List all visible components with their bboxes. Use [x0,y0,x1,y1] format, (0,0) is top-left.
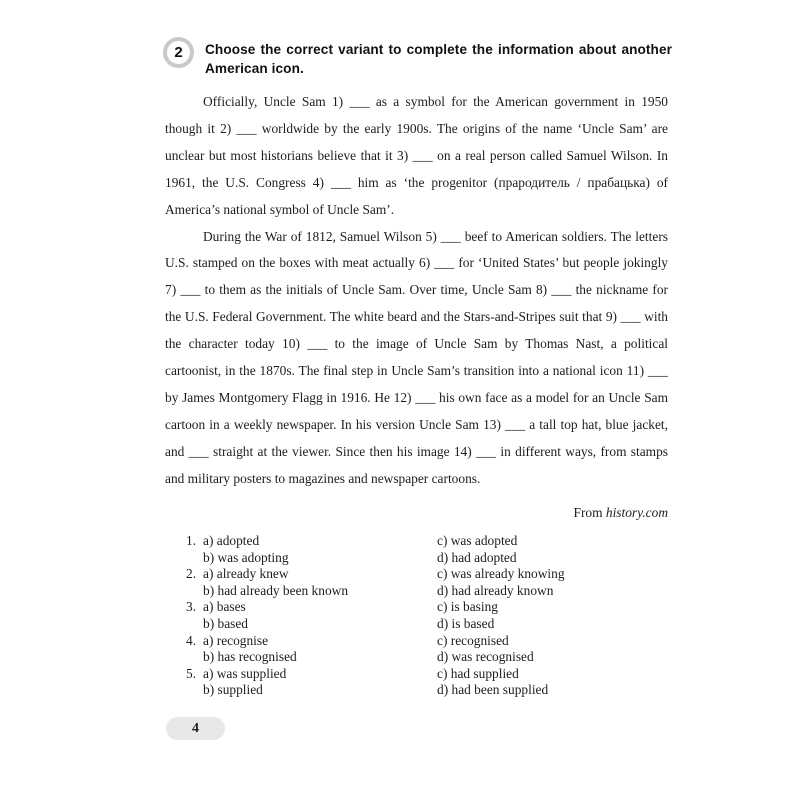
options-row-4bd [186,649,676,666]
question-number: 3. [186,599,197,615]
option-b-label: b) based [203,615,248,631]
page-number: 4 [192,720,199,736]
option-a-label: a) recognise [203,632,269,648]
attribution-prefix: From [573,505,606,520]
question-number [186,616,203,633]
option-a-label: a) already knew [203,566,289,582]
exercise-header [163,37,672,78]
exercise-instruction: Choose the correct variant to complete the information about another American icon. [205,42,672,76]
options-row-5ac [186,666,676,683]
option-d-label: d) had adopted [437,549,517,565]
options-row-3bd [186,616,676,633]
question-number [186,649,203,666]
answer-options-list [186,533,676,699]
exercise-number: 2 [174,44,183,61]
options-row-4ac [186,633,676,650]
option-b-label: b) had already been known [203,582,349,598]
options-row-2ac [186,566,676,583]
passage-paragraph-2: During the War of 1812, Samuel Wilson 5) ___ beef to American soldiers. The letters U.S. stamped on the boxes with meat actually 6) ___ for ‘United States’ but people jokingly 7) ___ to them as the initials of Uncle Sam. Over time, Uncle Sam 8) ___ the nickname for the U.S. Federal Government. The white beard and the Stars-and-Stripes suit that 9) ___ with the character today 10) ___ to the image of Uncle Sam by Thomas Nast, a political cartoonist, in the 1870s. The final step in Uncle Sam’s transition into a national icon 11) ___ by James Montgomery Flagg in 1916. He 12) ___ his own face as a model for an Uncle Sam cartoon in a weekly newspaper. In his version Uncle Sam 13) ___ a tall top hat, blue jacket, and ___ straight at the viewer. Since then his image 14) ___ in different ways, from stamps and military posters to magazines and newspaper cartoons. [165,228,668,486]
option-a-label: a) was supplied [203,665,287,681]
exercise-number-badge [163,37,194,68]
question-number: 2. [186,566,197,582]
reading-passage [165,89,668,493]
option-b-label: b) supplied [203,682,263,698]
options-row-5bd [186,682,676,699]
option-a-label: a) bases [203,599,246,615]
question-number [186,682,203,699]
options-row-2bd [186,583,676,600]
option-c-label: c) was already knowing [437,566,565,582]
option-c-label: c) had supplied [437,665,519,681]
question-number: 4. [186,632,197,648]
option-c-label: c) is basing [437,599,498,615]
options-row-1ac [186,533,676,550]
option-c-label: c) was adopted [437,533,518,548]
question-number: 5. [186,665,197,681]
option-d-label: d) was recognised [437,649,534,665]
option-d-label: d) had already known [437,582,554,598]
question-number [186,583,203,600]
option-d-label: d) is based [437,615,495,631]
option-d-label: d) had been supplied [437,682,549,698]
option-b-label: b) has recognised [203,649,297,665]
question-number: 1. [186,533,197,548]
option-a-label: a) adopted [203,533,260,548]
passage-paragraph-1: Officially, Uncle Sam 1) ___ as a symbol for the American government in 1950 though it 2) ___ worldwide by the early 1900s. The origins of the name ‘Uncle Sam’ are unclear but most historians believe that it 3) ___ on a real person called Samuel Wilson. In 1961, the U.S. Congress 4) ___ him as ‘the progenitor (прародитель / прабацька) of America’s national symbol of Uncle Sam’. [165,94,668,217]
attribution-source: history.com [605,505,668,520]
options-row-1bd [186,550,676,567]
question-number [186,550,203,567]
source-attribution [165,501,668,525]
option-c-label: c) recognised [437,632,509,648]
page-number-pill [166,717,225,740]
options-row-3ac [186,599,676,616]
option-b-label: b) was adopting [203,549,289,565]
